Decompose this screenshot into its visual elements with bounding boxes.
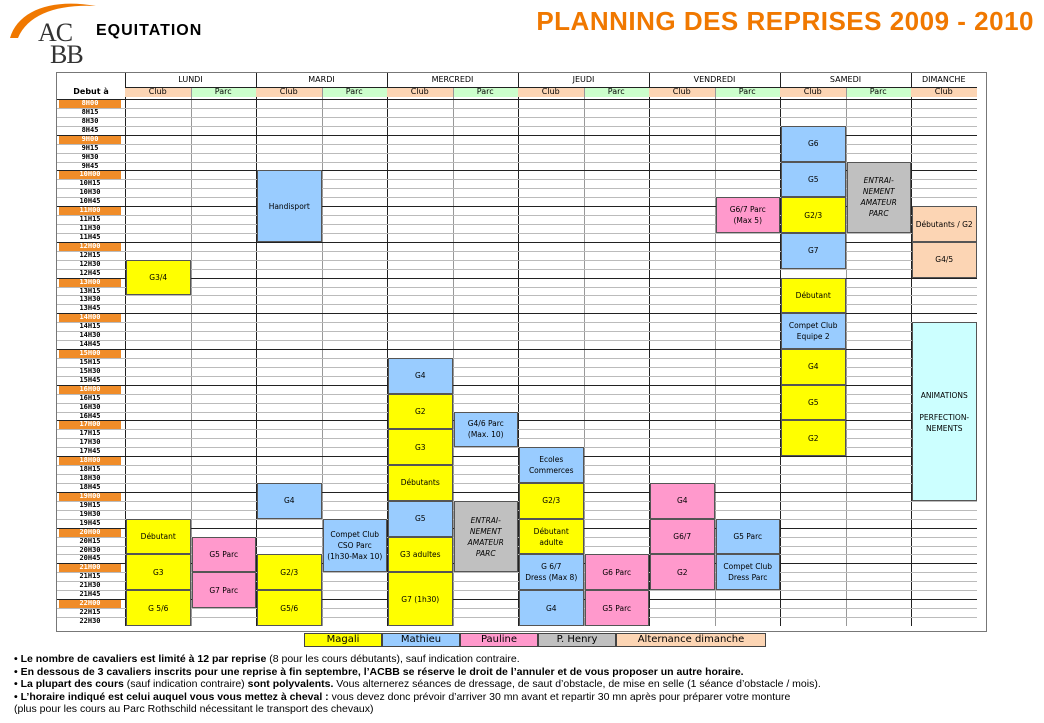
lesson-block[interactable]: G5 [781,162,846,198]
lesson-block[interactable]: G 6/7 Dress (Max 8) [519,554,584,590]
row-line [57,117,977,118]
lesson-block[interactable]: Débutants / G2 [912,206,977,242]
time-label: 10H00 [59,170,121,179]
time-label: 8H15 [81,107,99,116]
lesson-block[interactable]: G2/3 [781,197,846,233]
row-line [57,483,977,484]
time-label: 9H45 [81,161,99,170]
row-line [57,99,977,100]
time-label: 16H00 [59,385,121,394]
time-label: 19H45 [79,518,101,527]
time-label: 12H30 [79,259,101,268]
time-label: 18H45 [79,482,101,491]
lesson-block[interactable]: Ecoles Commerces [519,447,584,483]
time-label: 17H45 [79,447,101,456]
lesson-block[interactable]: G3 [388,429,453,465]
page-title: PLANNING DES REPRISES 2009 - 2010 [536,6,1034,36]
lesson-block[interactable]: G7 (1h30) [388,572,453,626]
row-line [57,617,977,618]
lesson-block[interactable]: G5 Parc [192,537,257,573]
column-header-parc: Parc [584,87,650,97]
logo-text-bb: BB [50,40,83,69]
lesson-block[interactable]: Débutant [126,519,191,555]
time-label: 12H45 [79,268,101,277]
time-label: 22H30 [79,616,101,625]
day-header-lundi: LUNDI [178,75,203,84]
logo-text-ac: AC [38,18,73,47]
time-label: 22H15 [79,608,101,616]
time-label: 12H00 [59,242,121,251]
time-label: 10H30 [79,188,101,197]
row-line [57,492,977,493]
lesson-block[interactable]: G3 adultes [388,537,453,573]
lesson-block[interactable]: ANIMATIONS PERFECTION- NEMENTS [912,322,977,501]
time-label: 12H15 [79,250,101,259]
column-header-parc: Parc [453,87,519,97]
column-header-club: Club [911,87,977,97]
schedule-table [56,72,987,632]
lesson-block[interactable]: G2 [650,554,715,590]
note-line: • L’horaire indiqué est celui auquel vous vous mettez à cheval : vous devez donc prévoir d’arriver 30 mn avant et repartir 30 mn après pour préparer votre monture [14,690,791,703]
time-label: 15H45 [79,375,101,384]
lesson-block[interactable]: G4 [519,590,584,626]
row-line [57,474,977,475]
time-label: 21H45 [79,590,101,599]
lesson-block[interactable]: G4 [257,483,322,519]
lesson-block[interactable]: G2 [781,420,846,456]
lesson-block[interactable]: G6/7 [650,519,715,555]
time-label: 15H30 [79,366,101,375]
lesson-block[interactable]: G5/6 [257,590,322,626]
day-header-samedi: SAMEDI [829,75,862,84]
lesson-block[interactable]: G5 [781,385,846,421]
legend-item-pauline: Pauline [460,633,538,647]
day-header-dimanche: DIMANCHE [921,75,966,84]
note-line: • La plupart des cours (sauf indication contraire) sont polyvalents. Vous alternerez séances de dressage, de saut d’obstacle, de mise en selle (1 séance d’obstacle / mois). [14,678,821,690]
time-label: 16H30 [79,402,101,411]
legend-item-henry: P. Henry [538,633,616,647]
lesson-block[interactable]: G2/3 [519,483,584,519]
notes [14,653,821,716]
row-line [57,269,977,270]
column-header-club: Club [518,87,584,97]
time-label: 10H15 [79,179,101,188]
lesson-block[interactable]: G 5/6 [126,590,191,626]
time-label: 17H30 [79,438,101,447]
lesson-block[interactable]: G4/5 [912,242,977,278]
time-label: 21H15 [79,572,101,581]
time-label: 11H00 [59,206,121,215]
time-label: 9H30 [81,152,99,161]
lesson-block[interactable]: ENTRAI- NEMENT AMATEUR PARC [454,501,519,572]
time-label: 19H15 [79,500,101,509]
column-header-club: Club [780,87,846,97]
time-label: 13H30 [79,295,101,304]
time-label: 18H15 [79,465,101,474]
time-label: 15H15 [79,357,101,366]
lesson-block[interactable]: Débutant adulte [519,519,584,555]
note-line: (plus pour les cours au Parc Rothschild nécessitant le transport des chevaux) [14,703,374,715]
header-divider [125,87,977,88]
lesson-block[interactable]: G2 [388,394,453,430]
lesson-block[interactable]: G7 Parc [192,572,257,608]
time-label: 21H30 [79,581,101,590]
lesson-block[interactable]: ENTRAI- NEMENT AMATEUR PARC [847,162,912,233]
time-label: 14H15 [79,322,101,331]
time-label: 11H30 [79,224,101,233]
time-label: 21H00 [59,563,121,572]
lesson-block[interactable]: Compet Club CSO Parc (1h30-Max 10) [323,519,388,573]
time-label: 20H30 [79,545,101,554]
time-label: 18H30 [79,474,101,483]
time-label: 22H00 [59,599,121,608]
day-header-jeudi: JEUDI [572,75,595,84]
time-label: 20H00 [59,528,121,537]
row-line [57,456,977,457]
lesson-block[interactable]: G4/6 Parc (Max. 10) [454,412,519,448]
lesson-block[interactable]: G3/4 [126,260,191,296]
time-label: 15H00 [59,349,121,358]
time-label: 16H45 [79,411,101,420]
time-label: 13H45 [79,304,101,313]
legend-item-magali: Magali [304,633,382,647]
time-label: 14H45 [79,340,101,349]
day-header-mardi: MARDI [308,75,335,84]
lesson-block[interactable]: Débutant [781,278,846,314]
legend-item-alternance: Alternance dimanche [616,633,766,647]
lesson-block[interactable]: G7 [781,233,846,269]
legend-item-mathieu: Mathieu [382,633,460,647]
time-label: 13H15 [79,286,101,295]
time-label: 8H30 [81,116,99,125]
lesson-block[interactable]: G4 [781,349,846,385]
lesson-block[interactable]: G6/7 Parc (Max 5) [716,197,781,233]
time-label: 11H45 [79,232,101,241]
lesson-block[interactable]: G6 [781,126,846,162]
lesson-block[interactable]: G4 [388,358,453,394]
column-header-club: Club [387,87,453,97]
time-label: 17H15 [79,429,101,438]
row-line [57,608,977,609]
lesson-block[interactable]: Débutants [388,465,453,501]
time-label: 17H00 [59,420,121,429]
lesson-block[interactable]: G3 [126,554,191,590]
time-label: 14H30 [79,331,101,340]
column-header-parc: Parc [322,87,388,97]
row-line [57,108,977,109]
column-header-parc: Parc [191,87,257,97]
time-label: 9H00 [59,135,121,144]
acbb-logo [8,0,98,70]
day-header-vendredi: VENDREDI [693,75,736,84]
lesson-block[interactable]: G4 [650,483,715,519]
lesson-block[interactable]: G5 [388,501,453,537]
column-header-parc: Parc [715,87,781,97]
lesson-block[interactable]: G5 Parc [716,519,781,555]
time-label: 18H00 [59,456,121,465]
lesson-block[interactable]: G2/3 [257,554,322,590]
time-label: 20H45 [79,554,101,563]
time-label: 19H30 [79,509,101,518]
lesson-block[interactable]: Handisport [257,170,322,241]
time-label: 8H00 [59,99,121,108]
time-label: 8H45 [81,125,99,134]
corner-label: Debut à [73,87,109,96]
time-label: 10H45 [79,197,101,206]
lesson-block[interactable]: Compet Club Dress Parc [716,554,781,590]
lesson-block[interactable]: G6 Parc [585,554,650,590]
column-header-club: Club [125,87,191,97]
time-label: 11H15 [79,215,101,224]
time-label: 16H15 [79,393,101,402]
day-header-mercredi: MERCREDI [431,75,474,84]
club-subtitle: EQUITATION [96,22,203,39]
row-line [57,465,977,466]
column-header-club: Club [649,87,715,97]
note-line: • En dessous de 3 cavaliers inscrits pour une reprise à fin septembre, l’ACBB se réserve le droit de l’annuler et de vous proposer un autre horaire. [14,665,744,678]
column-header-parc: Parc [846,87,912,97]
time-label: 20H15 [79,536,101,545]
time-label: 19H00 [59,492,121,501]
note-line: • Le nombre de cavaliers est limité à 12 par reprise (8 pour les cours débutants), sauf indication contraire. [14,653,520,665]
time-label: 13H00 [59,278,121,287]
time-label: 9H15 [81,143,99,152]
lesson-block[interactable]: G5 Parc [585,590,650,626]
lesson-block[interactable]: Compet Club Equipe 2 [781,313,846,349]
column-header-club: Club [256,87,322,97]
time-label: 14H00 [59,313,121,322]
